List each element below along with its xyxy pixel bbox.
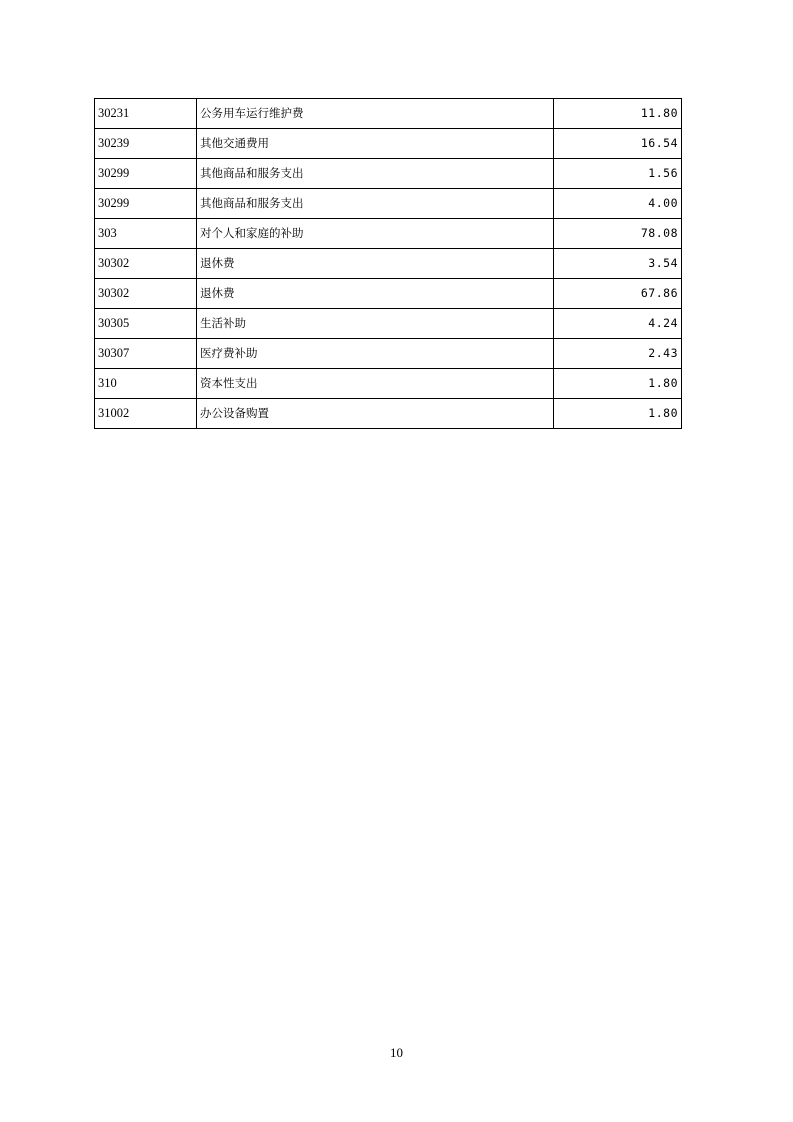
table-row bbox=[95, 399, 682, 429]
row-amount-cell: 2.43 bbox=[554, 339, 682, 369]
expenditure-table-container bbox=[94, 98, 681, 429]
row-code-cell: 30302 bbox=[95, 249, 197, 279]
expenditure-table bbox=[94, 98, 682, 429]
page-number: 10 bbox=[390, 1045, 403, 1060]
row-amount-cell: 78.08 bbox=[554, 219, 682, 249]
table-row bbox=[95, 99, 682, 129]
row-amount-cell: 67.86 bbox=[554, 279, 682, 309]
table-row bbox=[95, 369, 682, 399]
row-name-cell: 医疗费补助 bbox=[197, 339, 554, 369]
table-row bbox=[95, 249, 682, 279]
row-name-cell: 退休费 bbox=[197, 279, 554, 309]
row-name-cell: 其他商品和服务支出 bbox=[197, 189, 554, 219]
table-body bbox=[95, 99, 682, 429]
row-code-cell: 30299 bbox=[95, 159, 197, 189]
row-code-cell: 303 bbox=[95, 219, 197, 249]
row-amount-cell: 1.56 bbox=[554, 159, 682, 189]
row-amount-cell: 11.80 bbox=[554, 99, 682, 129]
row-code-cell: 30299 bbox=[95, 189, 197, 219]
row-code-cell: 30231 bbox=[95, 99, 197, 129]
table-row bbox=[95, 279, 682, 309]
row-amount-cell: 16.54 bbox=[554, 129, 682, 159]
table-row bbox=[95, 129, 682, 159]
row-name-cell: 退休费 bbox=[197, 249, 554, 279]
row-name-cell: 其他交通费用 bbox=[197, 129, 554, 159]
row-name-cell: 办公设备购置 bbox=[197, 399, 554, 429]
row-name-cell: 公务用车运行维护费 bbox=[197, 99, 554, 129]
row-code-cell: 30307 bbox=[95, 339, 197, 369]
row-code-cell: 30239 bbox=[95, 129, 197, 159]
table-row bbox=[95, 309, 682, 339]
row-code-cell: 30302 bbox=[95, 279, 197, 309]
row-amount-cell: 3.54 bbox=[554, 249, 682, 279]
row-amount-cell: 1.80 bbox=[554, 369, 682, 399]
row-name-cell: 其他商品和服务支出 bbox=[197, 159, 554, 189]
table-row bbox=[95, 159, 682, 189]
table-row bbox=[95, 189, 682, 219]
row-code-cell: 30305 bbox=[95, 309, 197, 339]
table-row bbox=[95, 219, 682, 249]
row-amount-cell: 4.24 bbox=[554, 309, 682, 339]
row-code-cell: 31002 bbox=[95, 399, 197, 429]
row-code-cell: 310 bbox=[95, 369, 197, 399]
row-amount-cell: 1.80 bbox=[554, 399, 682, 429]
row-name-cell: 资本性支出 bbox=[197, 369, 554, 399]
table-row bbox=[95, 339, 682, 369]
row-name-cell: 生活补助 bbox=[197, 309, 554, 339]
row-amount-cell: 4.00 bbox=[554, 189, 682, 219]
row-name-cell: 对个人和家庭的补助 bbox=[197, 219, 554, 249]
